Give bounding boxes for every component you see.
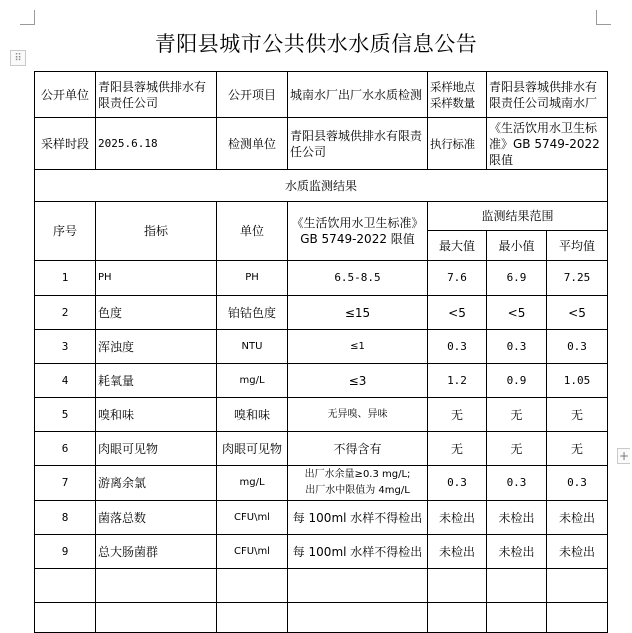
add-column-icon[interactable]: + (618, 449, 630, 463)
row-min: 未检出 (487, 501, 547, 535)
row-limit: 每 100ml 水样不得检出 (288, 535, 428, 569)
row-max: 0.3 (428, 330, 487, 364)
row-seq: 3 (35, 330, 96, 364)
publisher-value: 青阳县蓉城供排水有限责任公司 (96, 72, 217, 118)
row-avg: <5 (547, 296, 608, 330)
row-min: 6.9 (487, 261, 547, 296)
header-row-1 (35, 202, 608, 231)
table-row (35, 296, 608, 330)
table-row (35, 364, 608, 398)
row-max: 1.2 (428, 364, 487, 398)
table-row (35, 501, 608, 535)
row-seq: 5 (35, 398, 96, 432)
row-unit: 铂钴色度 (217, 296, 288, 330)
item-value: 城南水厂出厂水水质检测 (288, 72, 428, 118)
row-indicator: 菌落总数 (96, 501, 217, 535)
water-quality-table (34, 71, 608, 633)
row-limit: ≤15 (288, 296, 428, 330)
standard-value: 《生活饮用水卫生标准》GB 5749-2022 限值 (487, 118, 608, 170)
empty-row (35, 569, 608, 603)
row-limit: ≤3 (288, 364, 428, 398)
row-indicator: PH (96, 261, 217, 296)
row-min: 无 (487, 398, 547, 432)
site-value: 青阳县蓉城供排水有限责任公司城南水厂 (487, 72, 608, 118)
row-min: 0.9 (487, 364, 547, 398)
page-corner-mark-right (596, 10, 611, 25)
page-corner-mark-left (20, 10, 35, 25)
row-avg: 7.25 (547, 261, 608, 296)
section-title: 水质监测结果 (35, 170, 608, 202)
row-max: 无 (428, 398, 487, 432)
table-row (35, 261, 608, 296)
empty-cell[interactable] (487, 569, 547, 603)
row-max: <5 (428, 296, 487, 330)
row-min: 未检出 (487, 535, 547, 569)
header-range: 监测结果范围 (428, 202, 608, 231)
row-limit: 每 100ml 水样不得检出 (288, 501, 428, 535)
row-min: 无 (487, 432, 547, 466)
header-limit: 《生活饮用水卫生标准》GB 5749-2022 限值 (288, 202, 428, 261)
row-limit: 不得含有 (288, 432, 428, 466)
row-avg: 无 (547, 398, 608, 432)
section-row (35, 170, 608, 202)
row-limit: 无异嗅、异味 (288, 398, 428, 432)
header-max: 最大值 (428, 231, 487, 261)
empty-cell[interactable] (96, 569, 217, 603)
row-indicator: 耗氧量 (96, 364, 217, 398)
header-seq: 序号 (35, 202, 96, 261)
table-row (35, 432, 608, 466)
row-indicator: 嗅和味 (96, 398, 217, 432)
standard-label: 执行标准 (428, 118, 487, 170)
page-title: 青阳县城市公共供水水质信息公告 (154, 32, 478, 56)
lab-label: 检测单位 (217, 118, 288, 170)
info-row-2 (35, 118, 608, 170)
row-limit: 6.5-8.5 (288, 261, 428, 296)
row-limit-line-2: 出厂水中限值为 4mg/L (305, 485, 410, 496)
row-unit: PH (217, 261, 288, 296)
row-unit: 嗅和味 (217, 398, 288, 432)
empty-cell[interactable] (288, 569, 428, 603)
publisher-label: 公开单位 (35, 72, 96, 118)
table-move-handle-icon[interactable]: ⠿ (10, 50, 26, 66)
row-avg: 0.3 (547, 466, 608, 501)
row-seq: 2 (35, 296, 96, 330)
table-row (35, 535, 608, 569)
row-max: 未检出 (428, 501, 487, 535)
row-seq: 1 (35, 261, 96, 296)
row-min: 0.3 (487, 330, 547, 364)
row-avg: 未检出 (547, 501, 608, 535)
row-max: 未检出 (428, 535, 487, 569)
header-unit: 单位 (217, 202, 288, 261)
empty-cell[interactable] (35, 569, 96, 603)
row-indicator: 游离余氯 (96, 466, 217, 501)
row-unit: mg/L (217, 466, 288, 501)
period-value: 2025.6.18 (96, 118, 217, 170)
row-max: 0.3 (428, 466, 487, 501)
empty-cell[interactable] (217, 569, 288, 603)
empty-cell[interactable] (547, 603, 608, 633)
row-max: 7.6 (428, 261, 487, 296)
empty-cell[interactable] (96, 603, 217, 633)
empty-cell[interactable] (487, 603, 547, 633)
info-row-1 (35, 72, 608, 118)
row-seq: 4 (35, 364, 96, 398)
empty-row (35, 603, 608, 633)
row-min: 0.3 (487, 466, 547, 501)
empty-cell[interactable] (428, 569, 487, 603)
row-avg: 1.05 (547, 364, 608, 398)
row-seq: 8 (35, 501, 96, 535)
header-indicator: 指标 (96, 202, 217, 261)
row-indicator: 肉眼可见物 (96, 432, 217, 466)
row-unit: CFU\ml (217, 535, 288, 569)
row-seq: 6 (35, 432, 96, 466)
row-seq: 7 (35, 466, 96, 501)
row-indicator: 色度 (96, 296, 217, 330)
row-unit: 肉眼可见物 (217, 432, 288, 466)
row-indicator: 浑浊度 (96, 330, 217, 364)
empty-cell[interactable] (288, 603, 428, 633)
row-seq: 9 (35, 535, 96, 569)
row-limit-line-1: 出厂水余量≥0.3 mg/L; (304, 469, 411, 480)
header-min: 最小值 (487, 231, 547, 261)
row-unit: mg/L (217, 364, 288, 398)
row-avg: 未检出 (547, 535, 608, 569)
table-row (35, 466, 608, 501)
lab-value: 青阳县蓉城供排水有限责任公司 (288, 118, 428, 170)
table-row (35, 398, 608, 432)
row-unit: NTU (217, 330, 288, 364)
empty-cell[interactable] (547, 569, 608, 603)
empty-cell[interactable] (217, 603, 288, 633)
period-label: 采样时段 (35, 118, 96, 170)
row-min: <5 (487, 296, 547, 330)
empty-cell[interactable] (35, 603, 96, 633)
row-limit (288, 466, 428, 501)
row-max: 无 (428, 432, 487, 466)
item-label: 公开项目 (217, 72, 288, 118)
table-row (35, 330, 608, 364)
row-limit: ≤1 (288, 330, 428, 364)
row-avg: 0.3 (547, 330, 608, 364)
empty-cell[interactable] (428, 603, 487, 633)
row-avg: 无 (547, 432, 608, 466)
site-label: 采样地点采样数量 (428, 72, 487, 118)
header-avg: 平均值 (547, 231, 608, 261)
row-indicator: 总大肠菌群 (96, 535, 217, 569)
row-unit: CFU\ml (217, 501, 288, 535)
